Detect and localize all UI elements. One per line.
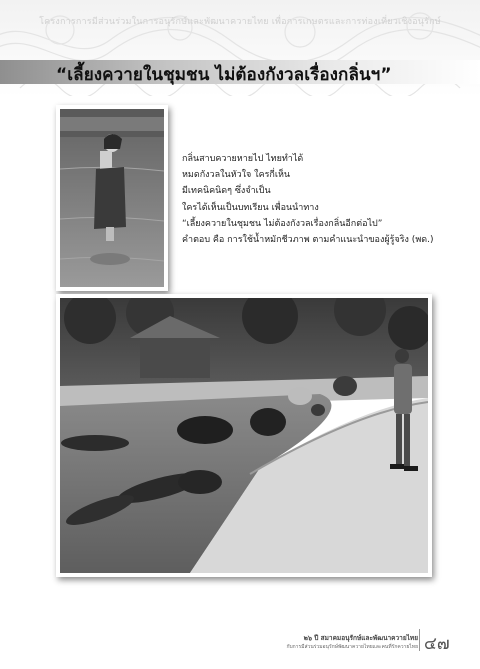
- photo-woman-in-water: [56, 105, 168, 291]
- running-header: โครงการการมีส่วนร่วมในการอนุรักษ์และพัฒนาควายไทย เพื่อการเกษตรและการท่องเที่ยวเชิงอนุรักษ์: [39, 17, 441, 27]
- footer-divider: [419, 629, 420, 651]
- body-line: กลิ่นสาบควายหายไป ไทยทำได้: [182, 154, 304, 164]
- body-line: คำตอบ คือ การใช้น้ำหมักชีวภาพ ตามคำแนะนำของผู้รู้จริง (พด.): [182, 235, 434, 246]
- footer-association-title: ๒๖ ปี สมาคมอนุรักษ์และพัฒนาควายไทย: [303, 634, 418, 642]
- page-title: “เลี้ยงควายในชุมชน ไม่ต้องกังวลเรื่องกลิ่นฯ”: [56, 65, 392, 85]
- body-text: [182, 151, 444, 248]
- body-line: ใครได้เห็นเป็นบทเรียน เพื่อนนำทาง: [182, 202, 319, 213]
- photo-buffaloes-in-pond: [56, 294, 432, 577]
- footer-subtitle: กับการมีส่วนร่วมอนุรักษ์พัฒนาควายไทยและคนที่รักควายไทย: [286, 644, 418, 650]
- page-number: ๔๗: [424, 634, 450, 654]
- body-line: มีเทคนิคนิดๆ ซึ่งจำเป็น: [182, 186, 271, 197]
- body-line: “เลี้ยงควายในชุมชน ไม่ต้องกังวลเรื่องกลิ่นอีกต่อไป”: [182, 218, 383, 229]
- woman-photo-image: [60, 109, 164, 287]
- body-line: หมดกังวลในหัวใจ ใครกี่เห็น: [182, 170, 291, 181]
- buffalo-photo-image: [60, 298, 428, 573]
